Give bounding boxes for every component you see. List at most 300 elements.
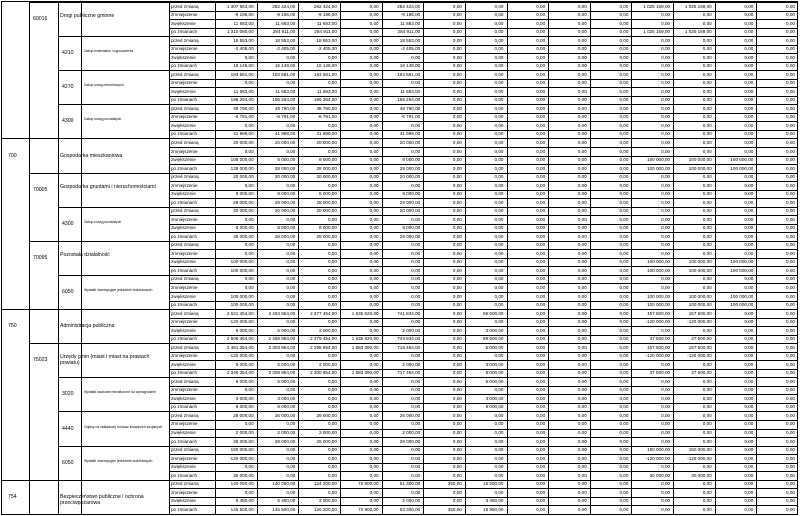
row-label: przed zmianą	[171, 208, 199, 214]
table-cell: 0,00	[494, 63, 504, 69]
table-cell: 0,00	[494, 97, 504, 103]
table-cell: 0,00	[577, 131, 587, 137]
table-cell: 0,00	[786, 327, 795, 333]
table-cell: 0,00	[536, 498, 546, 504]
table-cell: 8 000,00	[277, 157, 296, 163]
table-cell: 0,00	[619, 157, 629, 163]
table-cell: 0,00	[577, 191, 587, 197]
table-cell: 0,00	[369, 37, 379, 43]
table-cell: 0,00	[369, 250, 379, 256]
table-cell: 28 000,00	[316, 438, 337, 444]
table-cell: 0,00	[744, 353, 754, 359]
table-cell: -2 405,00	[275, 46, 296, 52]
table-cell: 0,00	[619, 208, 629, 214]
table-cell: 0,00	[786, 293, 795, 299]
table-cell: 0,00	[536, 242, 546, 248]
table-cell: 0,00	[619, 148, 629, 154]
table-cell: 0,00	[494, 430, 504, 435]
table-cell: 0,00	[369, 472, 379, 478]
table-cell: 0,00	[619, 267, 629, 273]
table-cell: 0,00	[494, 208, 504, 214]
table-cell: 0,00	[536, 276, 546, 282]
table-cell: 0,00	[619, 259, 629, 265]
table-cell: 0,00	[744, 276, 754, 282]
table-cell: 0,00	[494, 293, 504, 299]
table-cell: 0,00	[786, 54, 795, 60]
table-cell: 0,00	[577, 310, 587, 316]
table-cell: 100 000,00	[647, 267, 671, 273]
table-cell: 0,00	[619, 131, 629, 137]
table-cell: 0,00	[744, 284, 754, 290]
table-cell: 0,00	[452, 421, 462, 427]
table-cell: 0,00	[744, 225, 754, 231]
table-cell: 0,00	[702, 233, 712, 239]
table-cell: 0,00	[744, 233, 754, 239]
table-cell: -6 791,00	[275, 114, 296, 120]
table-cell: 0,00	[327, 472, 337, 478]
table-cell: 0,00	[452, 404, 462, 410]
table-cell: 0,00	[452, 216, 462, 222]
table-cell: 20 000,00	[399, 208, 421, 214]
table-cell: 100 000,00	[230, 293, 254, 299]
table-cell: 0,00	[619, 472, 629, 478]
row-label: zmniejszenie	[171, 455, 198, 461]
table-cell: 0,00	[286, 250, 296, 256]
table-cell: 0,00	[536, 37, 546, 43]
table-cell: 0,00	[702, 88, 712, 94]
table-cell: 0,00	[744, 447, 754, 453]
table-cell: 0,00	[786, 165, 795, 171]
table-cell: 0,00	[619, 310, 629, 316]
table-cell: 0,00	[536, 139, 546, 145]
table-cell: 0,00	[411, 387, 421, 393]
table-cell: 0,00	[536, 319, 546, 325]
table-cell: 0,00	[244, 216, 254, 222]
row-label: zmniejszenie	[171, 489, 198, 495]
table-cell: 0,00	[702, 105, 712, 111]
column-divider	[81, 2, 82, 514]
table-cell: 0,00	[369, 12, 379, 18]
table-cell: -9 196,00	[275, 12, 296, 18]
row-label: zmniejszenie	[171, 182, 198, 188]
table-cell: 0,00	[702, 464, 712, 470]
chapter-code: 754	[8, 493, 17, 500]
table-cell: 0,00	[702, 430, 712, 435]
section-name: Zakup materiałów i wyposażenia	[84, 49, 133, 54]
table-cell: 0,00	[619, 29, 629, 35]
table-cell: 0,00	[452, 242, 462, 248]
table-cell: -9 196,00	[234, 12, 254, 18]
table-cell: 0,00	[702, 37, 712, 43]
table-cell: 0,00	[452, 174, 462, 180]
table-cell: 0,00	[786, 139, 795, 145]
table-cell: 0,00	[744, 421, 754, 427]
table-cell: 0,00	[452, 336, 462, 342]
table-cell: 0,00	[369, 63, 379, 69]
table-cell: 0,00	[619, 481, 629, 487]
table-cell: 0,00	[286, 216, 296, 222]
table-cell: 0,00	[619, 71, 629, 77]
table-cell: 0,00	[286, 421, 296, 427]
row-label: przed zmianą	[171, 139, 199, 145]
table-cell: 26 000,00	[274, 412, 296, 418]
table-cell: 0,00	[327, 421, 337, 427]
table-cell: 0,00	[702, 139, 712, 145]
table-cell: 0,00	[661, 378, 671, 384]
table-cell: 100 000,00	[688, 259, 712, 265]
table-cell: 0,00	[286, 259, 296, 265]
table-cell: 0,00	[494, 199, 504, 205]
table-cell: 0,00	[411, 489, 421, 495]
table-cell: 0,00	[369, 199, 379, 205]
table-cell: 0,00	[411, 242, 421, 248]
table-cell: 0,00	[369, 293, 379, 299]
table-cell: 0,00	[577, 395, 587, 401]
table-cell: 0,00	[744, 37, 754, 43]
table-cell: 0,00	[661, 105, 671, 111]
table-cell: 0,00	[452, 319, 462, 325]
table-cell: 8 000,00	[402, 191, 421, 197]
table-cell: 0,00	[661, 63, 671, 69]
table-cell: 0,00	[411, 319, 421, 325]
subchapter-code: 70095	[33, 254, 48, 261]
table-cell: 0,00	[452, 191, 462, 197]
table-cell: 100 000,00	[688, 165, 712, 171]
table-cell: 0,00	[702, 284, 712, 290]
table-cell: 108 000,00	[230, 157, 254, 163]
table-cell: 0,00	[411, 447, 421, 453]
table-cell: 28 000,00	[233, 438, 254, 444]
table-cell: 0,00	[702, 395, 712, 401]
table-cell: 0,00	[786, 404, 795, 410]
row-label: przed zmianą	[171, 378, 199, 384]
table-cell: 0,00	[702, 387, 712, 393]
table-cell: 1 583 390,00	[351, 370, 379, 376]
table-cell: 157 500,00	[688, 310, 712, 316]
table-cell: 0,00	[369, 430, 379, 435]
table-cell: 0,00	[494, 182, 504, 188]
table-cell: 0,00	[744, 430, 754, 435]
table-cell: 0,00	[369, 395, 379, 401]
table-cell: 0,00	[619, 216, 629, 222]
table-cell: 0,00	[577, 412, 587, 418]
table-cell: 0,00	[536, 421, 546, 427]
row-label: zwiększenie	[171, 293, 196, 299]
table-cell: 0,00	[452, 29, 462, 35]
table-cell: 100 000,00	[647, 293, 671, 299]
table-cell: 26 000,00	[316, 412, 337, 418]
table-cell: 0,00	[744, 489, 754, 495]
table-cell: 0,00	[786, 370, 795, 376]
row-label: po zmianach	[171, 336, 198, 342]
table-cell: 0,00	[702, 421, 712, 427]
table-cell: 0,00	[452, 464, 462, 470]
table-cell: 0,00	[369, 208, 379, 214]
table-cell: 0,00	[619, 105, 629, 111]
section-code: 6050	[62, 289, 74, 296]
table-cell: 0,00	[786, 97, 795, 103]
table-cell: 5 450,00	[277, 498, 296, 504]
table-cell: 0,00	[702, 20, 712, 26]
table-cell: 8 000,00	[319, 191, 337, 197]
table-cell: 0,00	[786, 157, 795, 163]
table-cell: 0,00	[744, 131, 754, 137]
section-name: Zakup usług pozostałych	[84, 117, 122, 122]
table-cell: 0,00	[369, 114, 379, 120]
table-cell: 0,00	[452, 378, 462, 384]
table-cell: 0,00	[786, 12, 795, 18]
table-cell: 0,00	[369, 267, 379, 273]
table-cell: 0,00	[702, 208, 712, 214]
table-cell: 28 000,00	[316, 165, 337, 171]
table-cell: 0,00	[577, 404, 587, 410]
table-cell: 0,00	[786, 242, 795, 248]
table-cell: 0,00	[452, 46, 462, 52]
table-cell: 0,00	[577, 242, 587, 248]
table-cell: 0,00	[577, 29, 587, 35]
table-cell: 0,00	[786, 481, 795, 487]
table-cell: 0,00	[786, 464, 795, 470]
table-cell: 0,00	[411, 148, 421, 154]
table-cell: 128 000,00	[230, 165, 254, 171]
table-cell: 48 790,00	[316, 105, 337, 111]
table-cell: 0,00	[327, 182, 337, 188]
table-cell: 0,00	[661, 404, 671, 410]
row-label: po zmianach	[171, 63, 198, 69]
table-cell: 0,00	[369, 139, 379, 145]
table-cell: 0,00	[786, 80, 795, 86]
table-cell: 5 000,00	[277, 361, 296, 367]
table-cell: 0,00	[619, 361, 629, 367]
table-cell: 0,00	[411, 267, 421, 273]
table-cell: 0,00	[577, 63, 587, 69]
table-cell: 0,00	[577, 233, 587, 239]
table-cell: 0,00	[536, 105, 546, 111]
table-cell: 51 300,00	[399, 481, 421, 487]
table-cell: 0,00	[327, 447, 337, 453]
table-cell: 0,00	[661, 122, 671, 128]
table-cell: 0,00	[411, 250, 421, 256]
table-cell: 0,00	[452, 88, 462, 94]
table-cell: 0,00	[577, 208, 587, 214]
table-cell: 0,00	[536, 259, 546, 265]
table-cell: 0,00	[536, 165, 546, 171]
table-cell: 100 000,00	[230, 302, 254, 308]
table-cell: 8 000,00	[235, 225, 254, 231]
table-cell: 0,00	[494, 489, 504, 495]
table-cell: 0,00	[536, 344, 546, 350]
table-cell: 140 050,00	[230, 481, 254, 487]
table-cell: 0,00	[619, 438, 629, 444]
table-cell: 0,00	[452, 71, 462, 77]
table-cell: 0,00	[327, 489, 337, 495]
table-cell: 18 553,00	[316, 37, 337, 43]
table-cell: 0,00	[786, 105, 795, 111]
table-cell: 0,00	[786, 438, 795, 444]
table-cell: 0,00	[452, 387, 462, 393]
table-cell: 350,00	[447, 506, 462, 512]
table-cell: 0,00	[369, 319, 379, 325]
table-cell: 0,00	[494, 88, 504, 94]
table-cell: 0,00	[744, 361, 754, 367]
table-cell: 0,00	[452, 412, 462, 418]
table-cell: 0,00	[619, 430, 629, 435]
table-cell: 0,00	[411, 276, 421, 282]
table-cell: 0,00	[369, 46, 379, 52]
table-cell: 0,00	[661, 80, 671, 86]
row-label: przed zmianą	[171, 310, 199, 316]
table-cell: 0,00	[369, 438, 379, 444]
table-cell: 20 000,00	[233, 174, 254, 180]
table-cell: 0,00	[411, 378, 421, 384]
table-cell: 18 950,00	[483, 506, 504, 512]
table-cell: 0,00	[411, 421, 421, 427]
table-cell: 0,00	[327, 276, 337, 282]
table-cell: 0,00	[452, 455, 462, 461]
table-cell: 0,00	[327, 395, 337, 401]
table-cell: 16 148,00	[274, 63, 296, 69]
table-cell: 0,00	[411, 80, 421, 86]
table-cell: 0,00	[536, 216, 546, 222]
table-cell: 0,00	[702, 276, 712, 282]
table-cell: 0,00	[494, 46, 504, 52]
table-cell: 0,00	[369, 80, 379, 86]
table-cell: 0,00	[536, 481, 546, 487]
table-cell: 0,00	[577, 105, 587, 111]
table-cell: 0,00	[786, 430, 795, 435]
table-cell: 0,00	[661, 481, 671, 487]
table-cell: 11 683,00	[275, 88, 296, 94]
table-cell: 28 000,00	[316, 199, 337, 205]
table-cell: 0,00	[494, 455, 504, 461]
table-cell: 126 200,00	[313, 506, 337, 512]
table-cell: 0,00	[786, 63, 795, 69]
row-label: po zmianach	[171, 165, 198, 171]
table-cell: 0,00	[744, 29, 754, 35]
table-cell: 3 000,00	[485, 327, 504, 333]
table-cell: 0,00	[661, 361, 671, 367]
table-cell: 0,00	[452, 293, 462, 299]
table-cell: 0,00	[744, 80, 754, 86]
table-cell: 0,00	[411, 54, 421, 60]
table-cell: 0,00	[494, 29, 504, 35]
table-cell: 0,00	[452, 438, 462, 444]
row-label: zwiększenie	[171, 88, 196, 94]
table-cell: -120 000,00	[229, 319, 254, 325]
table-cell: 0,00	[619, 447, 629, 453]
table-cell: 0,00	[369, 3, 379, 9]
table-cell: 37 500,00	[691, 370, 712, 376]
table-cell: 0,00	[494, 447, 504, 453]
table-cell: 0,00	[494, 284, 504, 290]
table-cell: 0,00	[494, 319, 504, 325]
table-cell: 0,00	[494, 80, 504, 86]
table-cell: 0,00	[536, 157, 546, 163]
table-cell: 0,00	[327, 404, 337, 410]
table-cell: 100 000,00	[730, 267, 754, 273]
table-cell: 0,00	[327, 353, 337, 359]
table-cell: 18 553,00	[233, 37, 254, 43]
row-label: zwiększenie	[171, 54, 196, 60]
table-cell: 2 000,00	[402, 361, 421, 367]
table-cell: 0,00	[452, 267, 462, 273]
table-cell: 0,00	[786, 361, 795, 367]
table-cell: 0,00	[494, 12, 504, 18]
table-cell: 0,00	[411, 302, 421, 308]
table-cell: 0,00	[494, 472, 504, 478]
table-cell: 0,00	[661, 131, 671, 137]
table-cell: 11 683,00	[316, 20, 337, 26]
table-cell: 0,00	[536, 378, 546, 384]
table-cell: 0,00	[744, 105, 754, 111]
table-cell: 11 683,00	[400, 88, 421, 94]
chapter-code: 750	[8, 323, 17, 330]
table-cell: 20 000,00	[316, 139, 337, 145]
row-label: zwiększenie	[171, 157, 196, 163]
table-cell: 0,00	[327, 378, 337, 384]
table-cell: 0,00	[702, 378, 712, 384]
table-cell: 0,00	[619, 20, 629, 26]
table-cell: 0,00	[536, 412, 546, 418]
table-cell: 0,00	[369, 20, 379, 26]
table-cell: 0,00	[577, 336, 587, 342]
table-cell: 0,00	[411, 455, 421, 461]
table-cell: 743 834,00	[397, 336, 421, 342]
table-cell: 0,00	[619, 353, 629, 359]
table-cell: 0,00	[619, 54, 629, 60]
table-cell: 0,00	[536, 250, 546, 256]
table-cell: 0,00	[244, 148, 254, 154]
table-cell: 0,00	[452, 327, 462, 333]
table-cell: 140 050,00	[272, 481, 296, 487]
section-name: Wydatki inwestycyjne jednostek budżetowych	[84, 288, 153, 293]
row-label: po zmianach	[171, 404, 198, 410]
row-label: przed zmianą	[171, 412, 199, 418]
table-cell: 0,00	[369, 88, 379, 94]
section-code: 6050	[62, 459, 74, 466]
table-cell: 0,00	[244, 80, 254, 86]
row-label: zmniejszenie	[171, 114, 198, 120]
table-cell: 0,00	[452, 182, 462, 188]
table-cell: 0,00	[786, 37, 795, 43]
table-cell: 100 000,00	[730, 157, 754, 163]
table-cell: 0,00	[494, 174, 504, 180]
row-label: po zmianach	[171, 370, 198, 376]
table-cell: 0,00	[286, 319, 296, 325]
section-name: Wydatki inwestycyjne jednostek budżetowych	[84, 458, 153, 463]
table-cell: 0,00	[494, 464, 504, 470]
table-cell: 0,00	[786, 3, 795, 9]
table-cell: 0,00	[369, 174, 379, 180]
table-cell: 0,00	[577, 506, 587, 512]
table-cell: 0,00	[286, 472, 296, 478]
table-cell: 0,00	[577, 12, 587, 18]
table-cell: 0,00	[369, 378, 379, 384]
table-cell: 0,00	[536, 302, 546, 308]
table-cell: 0,00	[411, 395, 421, 401]
table-cell: 0,00	[536, 174, 546, 180]
table-cell: 282 424,00	[397, 3, 421, 9]
table-cell: 0,00	[286, 455, 296, 461]
table-cell: 0,00	[744, 336, 754, 342]
table-cell: 0,00	[661, 174, 671, 180]
table-cell: 0,00	[619, 199, 629, 205]
table-cell: 0,00	[619, 3, 629, 9]
table-cell: 183 581,00	[230, 71, 254, 77]
table-cell: 2 506 454,00	[226, 336, 254, 342]
table-cell: 0,00	[369, 225, 379, 231]
table-cell: 28 000,00	[274, 233, 296, 239]
